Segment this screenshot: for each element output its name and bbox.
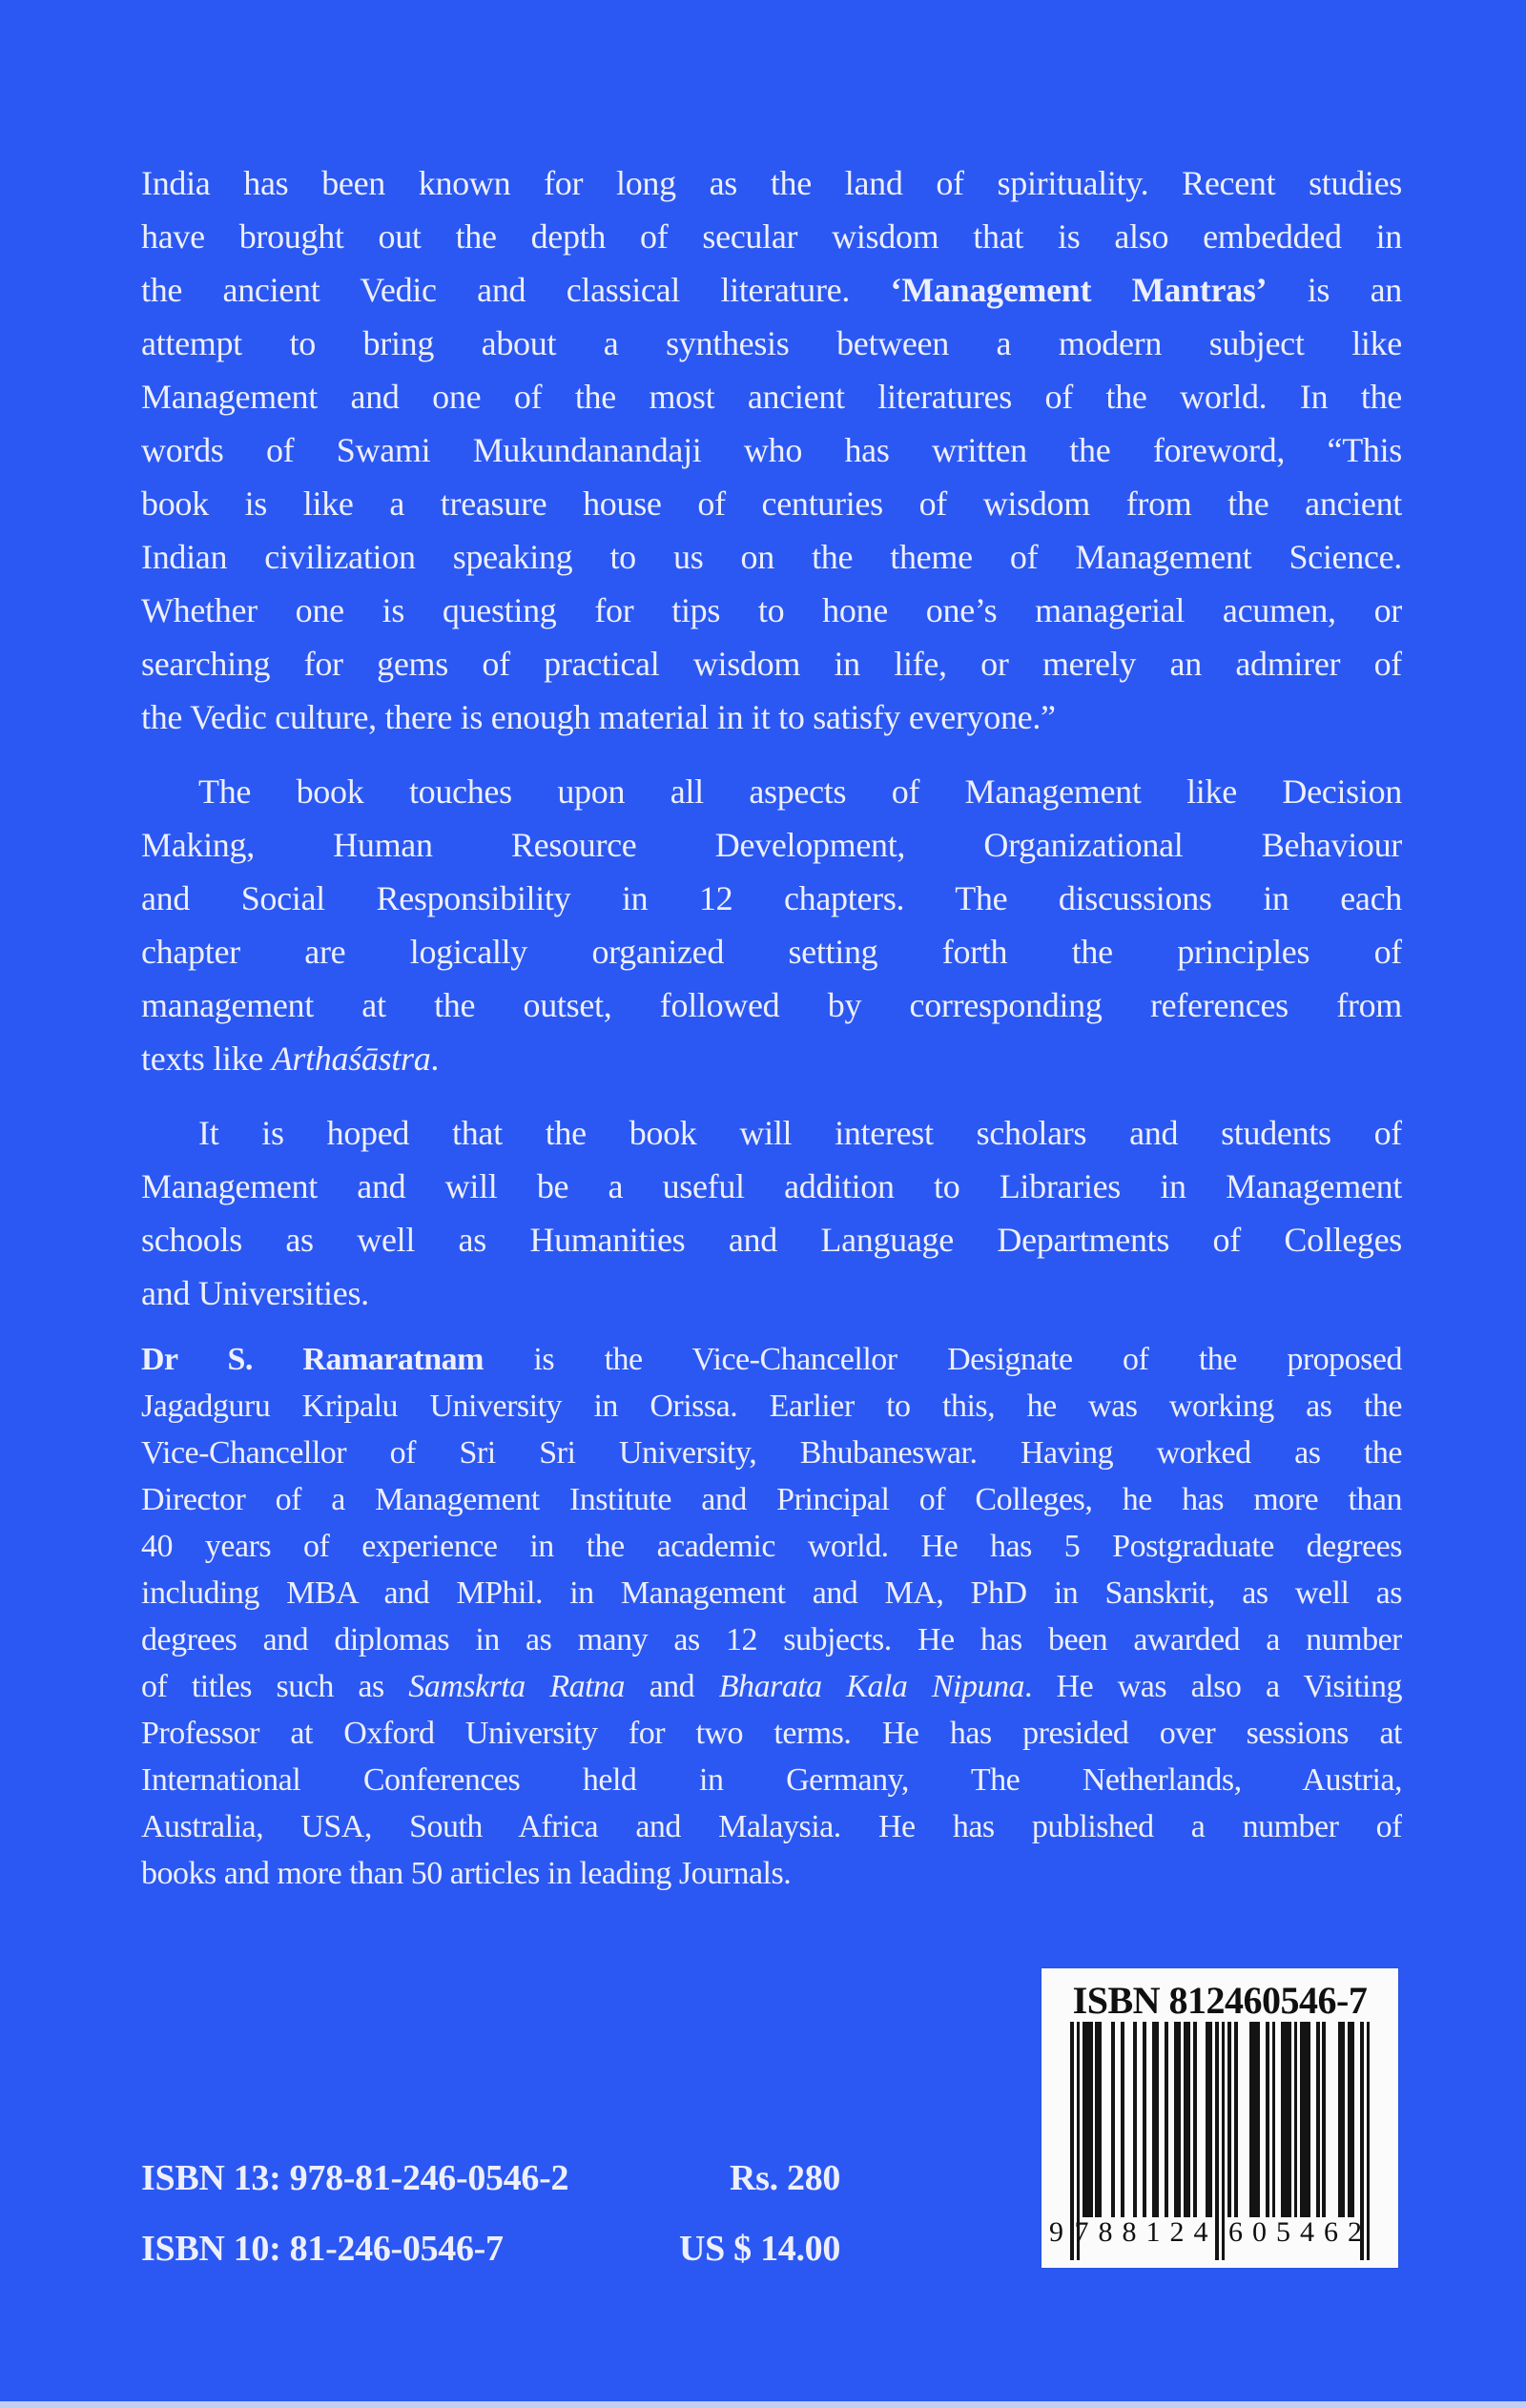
- text-line: It is hoped that the book will interest scholars and students of: [198, 1114, 1402, 1152]
- text-line: 40 years of experience in the academic world. He has 5 Postgraduate degrees: [141, 1529, 1402, 1564]
- barcode-bar: [1266, 2022, 1269, 2217]
- paragraph: [141, 765, 1402, 1085]
- barcode-bar: [1206, 2022, 1212, 2217]
- text-line: Professor at Oxford University for two terms. He has presided over sessions at: [141, 1716, 1402, 1751]
- isbn10-text: ISBN 10: 81-246-0546-7: [141, 2229, 504, 2269]
- text-line: the Vedic culture, there is enough material in it to satisfy everyone.”: [141, 698, 1056, 736]
- barcode-bar: [1322, 2022, 1326, 2217]
- barcode-digits: [1049, 2216, 1371, 2249]
- synopsis: [141, 156, 1402, 1918]
- barcode-box: [1041, 1968, 1398, 2268]
- barcode-bar: [1338, 2022, 1345, 2217]
- text-line: Management and one of the most ancient literatures of the world. In the: [141, 378, 1402, 416]
- barcode-bar: [1174, 2022, 1181, 2217]
- paragraph: [141, 1106, 1402, 1320]
- text-line: texts like Arthaśāstra.: [141, 1039, 440, 1078]
- isbn13-text: ISBN 13: 978-81-246-0546-2: [141, 2158, 569, 2198]
- barcode-bar: [1272, 2022, 1276, 2217]
- text-line: the ancient Vedic and classical literature. ‘Management Mantras’ is an: [141, 271, 1402, 309]
- text-line: schools as well as Humanities and Language Departments of Colleges: [141, 1221, 1402, 1259]
- text-line: India has been known for long as the land of spirituality. Recent studies: [141, 164, 1402, 202]
- text-line: of titles such as Samskrta Ratna and Bharata Kala Nipuna. He was also a Visiting: [141, 1669, 1402, 1704]
- barcode-bar: [1316, 2022, 1320, 2217]
- barcode-bar: [1249, 2022, 1259, 2217]
- text-line: management at the outset, followed by corresponding references from: [141, 986, 1402, 1024]
- text-line: Dr S. Ramaratnam is the Vice-Chancellor Designate of the proposed: [141, 1342, 1402, 1377]
- barcode-bar: [1193, 2022, 1197, 2217]
- barcode-bar: [1111, 2022, 1115, 2217]
- text-line: book is like a treasure house of centuries of wisdom from the ancient: [141, 484, 1402, 523]
- barcode-bar: [1083, 2022, 1092, 2217]
- barcode-bar: [1165, 2022, 1168, 2217]
- price-inr-text: Rs. 280: [730, 2158, 841, 2198]
- text-line: degrees and diplomas in as many as 12 subjects. He has been awarded a number: [141, 1622, 1402, 1657]
- bottom-edge-strip: [0, 2401, 1526, 2408]
- text-line: Director of a Management Institute and Principal of Colleges, he has more than: [141, 1482, 1402, 1517]
- barcode-digit-group2: 605462: [1228, 2216, 1371, 2248]
- text-line: words of Swami Mukundanandaji who has written the foreword, “This: [141, 431, 1402, 469]
- barcode-bar: [1143, 2022, 1146, 2217]
- text-line: Jagadguru Kripalu University in Orissa. Earlier to this, he was working as the: [141, 1389, 1402, 1424]
- barcode-bar: [1133, 2022, 1137, 2217]
- paragraph: [141, 156, 1402, 744]
- text-line: The book touches upon all aspects of Management like Decision: [198, 772, 1402, 811]
- barcode-digit-left: 9: [1049, 2216, 1063, 2248]
- text-line: have brought out the depth of secular wisdom that is also embedded in: [141, 217, 1402, 256]
- text-line: Indian civilization speaking to us on the theme of Management Science.: [141, 538, 1402, 576]
- barcode-bar: [1121, 2022, 1124, 2217]
- price-usd-text: US $ 14.00: [679, 2229, 841, 2269]
- barcode-bar: [1095, 2022, 1102, 2217]
- text-line: International Conferences held in Germany, The Netherlands, Austria,: [141, 1762, 1402, 1798]
- barcode-bar: [1152, 2022, 1159, 2217]
- barcode-bar: [1294, 2022, 1298, 2217]
- text-line: Making, Human Resource Development, Organizational Behaviour: [141, 826, 1402, 864]
- text-line: Management and will be a useful addition to Libraries in Management: [141, 1167, 1402, 1205]
- barcode-bar: [1348, 2022, 1354, 2217]
- text-line: and Social Responsibility in 12 chapters. The discussions in each: [141, 879, 1402, 917]
- barcode-isbn-header: ISBN 812460546-7: [1072, 1979, 1368, 2022]
- barcode-bar: [1227, 2022, 1231, 2217]
- text-line: including MBA and MPhil. in Management and MA, PhD in Sanskrit, as well as: [141, 1575, 1402, 1611]
- text-line: books and more than 50 articles in leading Journals.: [141, 1856, 792, 1891]
- barcode-bar: [1184, 2022, 1190, 2217]
- text-line: searching for gems of practical wisdom in life, or merely an admirer of: [141, 645, 1402, 683]
- barcode-digit-group1: 788124: [1074, 2216, 1218, 2248]
- barcode-bar: [1281, 2022, 1290, 2217]
- paragraph: [141, 1336, 1402, 1897]
- text-line: chapter are logically organized setting forth the principles of: [141, 933, 1402, 971]
- text-line: Australia, USA, South Africa and Malaysia. He has published a number of: [141, 1809, 1402, 1844]
- barcode-bar: [1300, 2022, 1309, 2217]
- text-line: attempt to bring about a synthesis between a modern subject like: [141, 324, 1402, 362]
- text-line: Whether one is questing for tips to hone one’s managerial acumen, or: [141, 591, 1402, 629]
- barcode-bar: [1234, 2022, 1238, 2217]
- text-line: and Universities.: [141, 1274, 369, 1312]
- text-line: Vice-Chancellor of Sri Sri University, Bhubaneswar. Having worked as the: [141, 1435, 1402, 1471]
